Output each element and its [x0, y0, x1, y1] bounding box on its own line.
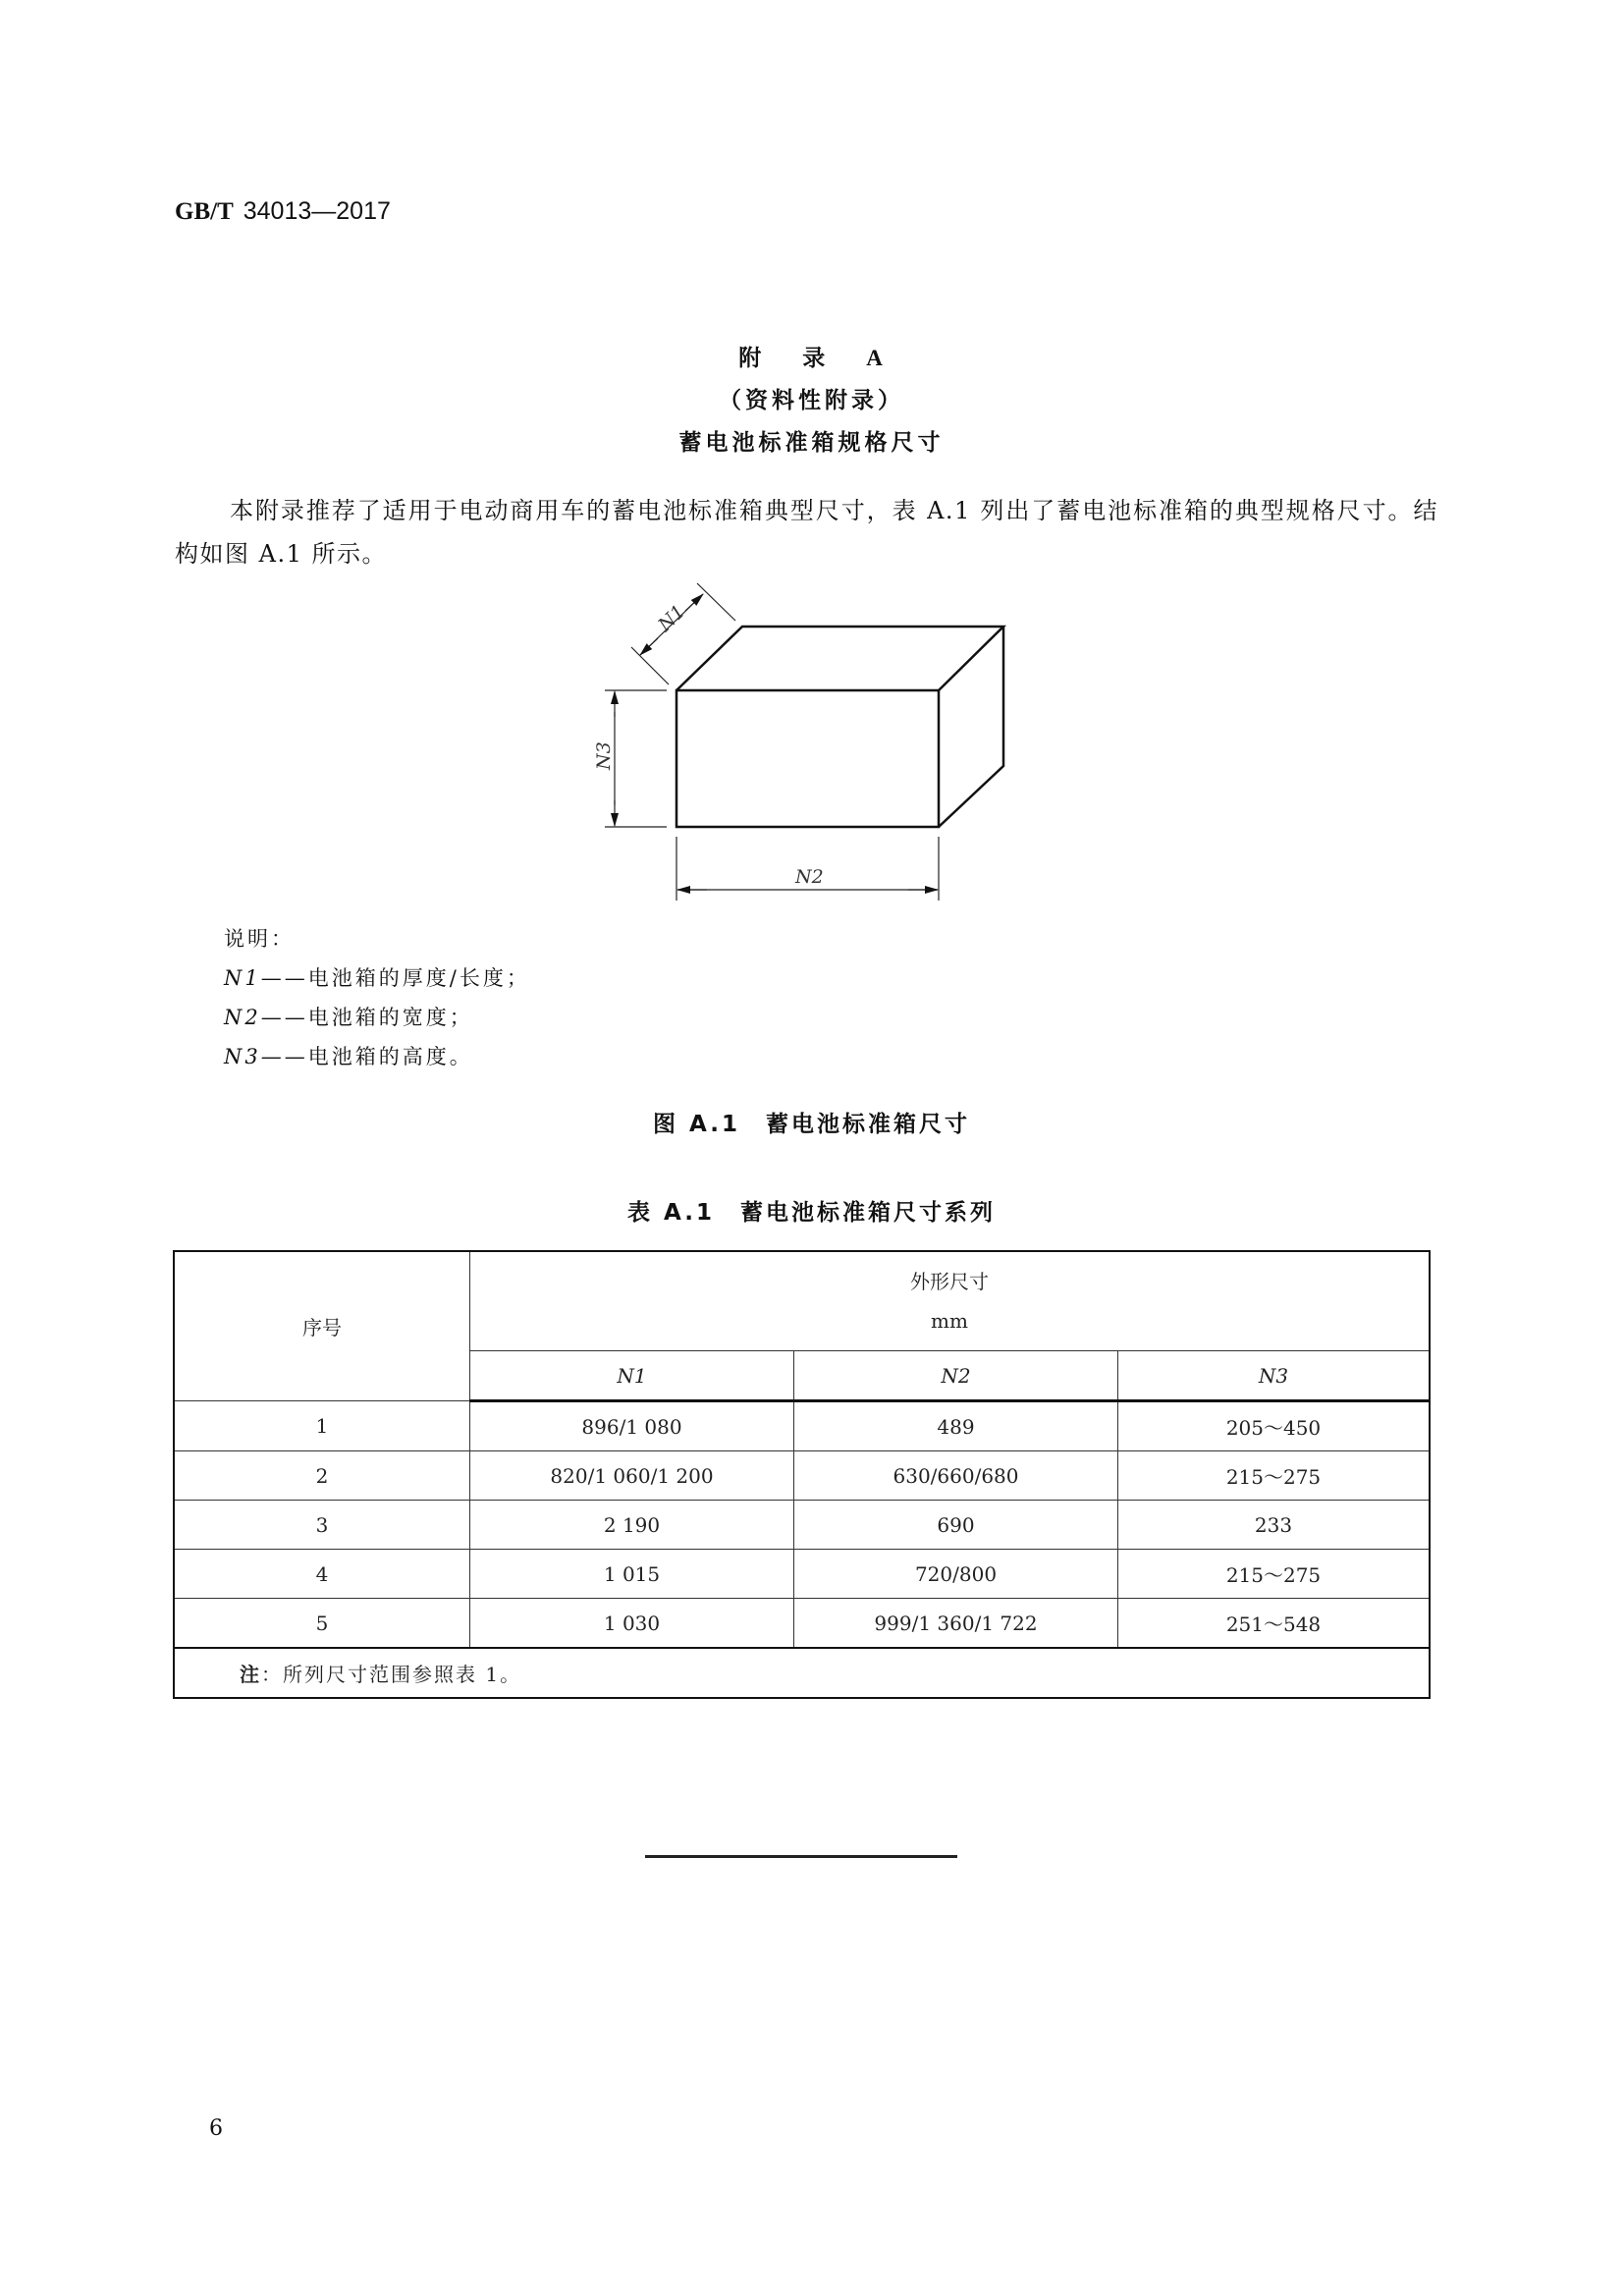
header-group: [470, 1251, 1431, 1351]
appendix-title-word: 附: [738, 346, 764, 371]
legend-symbol: N2: [224, 1006, 261, 1029]
header-n2: N2: [794, 1351, 1118, 1401]
box-outline: [676, 627, 1003, 827]
header-n3: N3: [1118, 1351, 1431, 1401]
legend-heading: 说明：: [224, 927, 295, 951]
appendix-title: [0, 340, 1623, 372]
table-row: 4 1 015 720/800 215～275: [174, 1550, 1430, 1599]
legend-symbol: N3: [224, 1045, 261, 1068]
table-row: 2 820/1 060/1 200 630/660/680 215～275: [174, 1451, 1430, 1501]
label-n2: N2: [795, 866, 824, 888]
appendix-letter: A: [866, 346, 885, 370]
page-number: 6: [209, 2116, 223, 2141]
appendix-name: 蓄电池标准箱规格尺寸: [678, 430, 945, 456]
battery-box-diagram: [589, 570, 1041, 913]
table-row: 5 1 030 999/1 360/1 722 251～548: [174, 1599, 1430, 1649]
intro-paragraph: 本附录推荐了适用于电动商用车的蓄电池标准箱典型尺寸，表 A.1 列出了蓄电池标准箱的典型规格尺寸。结构如图 A.1 所示。: [175, 497, 1438, 568]
appendix-subtitle: （资料性附录）: [719, 388, 904, 413]
end-of-appendix-rule: [645, 1855, 957, 1858]
legend-text: ——电池箱的厚度/长度；: [260, 966, 530, 990]
legend-item: [224, 1002, 473, 1031]
header-unit: mm: [931, 1309, 968, 1333]
legend-item: [224, 1041, 473, 1070]
table-note: [174, 1648, 1430, 1698]
note-label: 注: [240, 1663, 261, 1686]
figure-caption: 图 A.1 蓄电池标准箱尺寸: [653, 1112, 970, 1137]
legend-item: [224, 962, 530, 992]
legend-symbol: N1: [224, 966, 261, 990]
header-n1: N1: [470, 1351, 794, 1401]
standard-code: [175, 196, 391, 226]
table-row: 1 896/1 080 489 205～450: [174, 1401, 1430, 1451]
table-note-row: [174, 1648, 1430, 1698]
header-index: 序号: [174, 1251, 470, 1401]
header-group-label: 外形尺寸: [910, 1270, 989, 1293]
legend-text: ——电池箱的宽度；: [260, 1006, 473, 1029]
battery-box-size-table: [173, 1250, 1431, 1699]
label-n1: N1: [654, 600, 690, 636]
label-n3: N3: [593, 741, 615, 770]
note-text: ：所列尺寸范围参照表 1。: [261, 1663, 522, 1686]
standard-prefix: GB/T: [175, 198, 234, 225]
appendix-title-word: 录: [802, 346, 828, 371]
legend-text: ——电池箱的高度。: [260, 1045, 473, 1068]
standard-number: 34013—2017: [243, 197, 391, 225]
table-caption: 表 A.1 蓄电池标准箱尺寸系列: [627, 1200, 996, 1226]
table-row: 3 2 190 690 233: [174, 1501, 1430, 1550]
